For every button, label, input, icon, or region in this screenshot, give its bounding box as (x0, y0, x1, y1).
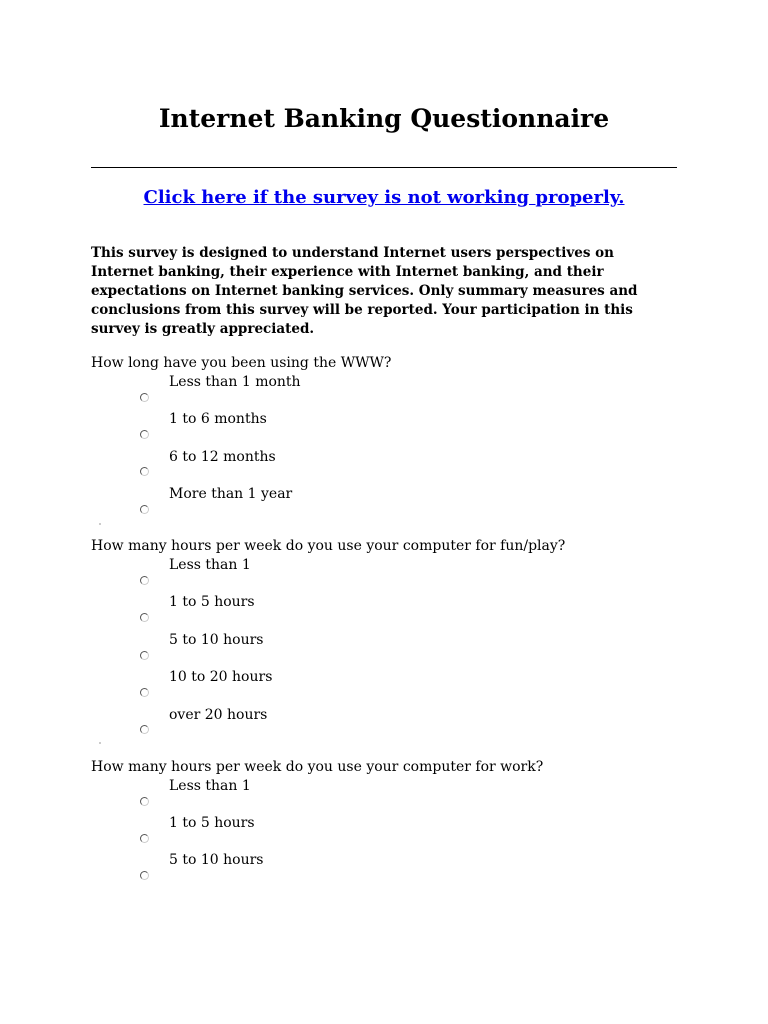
title-divider (91, 167, 677, 168)
radio-button[interactable] (140, 467, 149, 476)
radio-button[interactable] (140, 651, 149, 660)
option-label: 6 to 12 months (169, 449, 276, 465)
option-label: 10 to 20 hours (169, 669, 273, 685)
radio-button[interactable] (140, 725, 149, 734)
radio-button[interactable] (140, 871, 149, 880)
option-label: More than 1 year (169, 486, 293, 502)
option-label: 1 to 6 months (169, 411, 267, 427)
separator-mark (99, 523, 101, 525)
question-text: How long have you been using the WWW? (91, 355, 392, 371)
radio-button[interactable] (140, 430, 149, 439)
option-label: 5 to 10 hours (169, 852, 264, 868)
option-label: 1 to 5 hours (169, 594, 255, 610)
survey-help-link[interactable]: Click here if the survey is not working properly. (143, 187, 625, 208)
option-label: Less than 1 month (169, 374, 301, 390)
intro-paragraph: This survey is designed to understand Internet users perspectives on Internet banking, their experience with Internet banking, and their expectations on Internet banking services. Only summary measures and conclusions from this survey will be reported. Your participation in this survey is greatly appreciated. (91, 245, 638, 337)
option-label: 1 to 5 hours (169, 815, 255, 831)
question-text: How many hours per week do you use your computer for work? (91, 759, 544, 775)
radio-button[interactable] (140, 393, 149, 402)
option-label: Less than 1 (169, 557, 251, 573)
radio-button[interactable] (140, 834, 149, 843)
radio-button[interactable] (140, 797, 149, 806)
option-label: Less than 1 (169, 778, 251, 794)
option-label: over 20 hours (169, 707, 268, 723)
radio-button[interactable] (140, 505, 149, 514)
separator-mark (99, 742, 101, 744)
option-label: 5 to 10 hours (169, 632, 264, 648)
question-text: How many hours per week do you use your computer for fun/play? (91, 538, 566, 554)
radio-button[interactable] (140, 688, 149, 697)
page-title: Internet Banking Questionnaire (158, 104, 610, 133)
radio-button[interactable] (140, 576, 149, 585)
radio-button[interactable] (140, 613, 149, 622)
